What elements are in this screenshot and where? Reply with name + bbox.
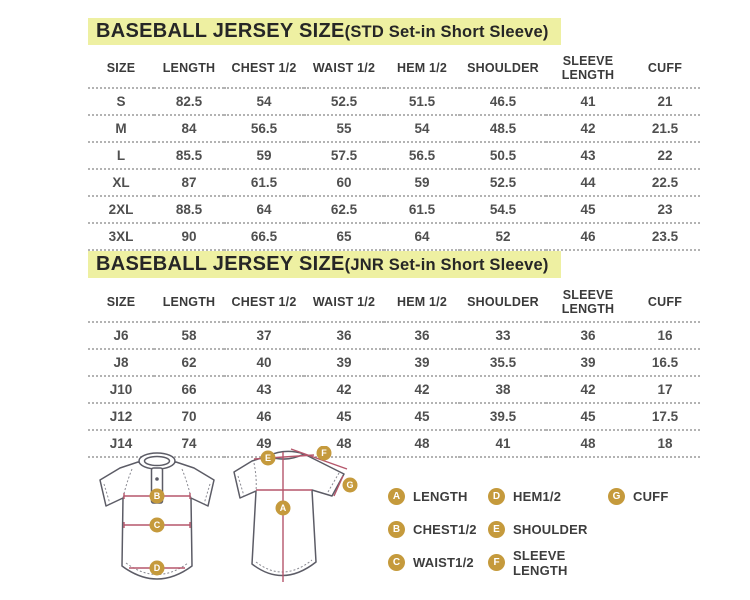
measurement-cell: 39: [336, 355, 352, 370]
legend-item: [488, 546, 608, 579]
measurement-cell: 61.5: [408, 202, 436, 217]
measurement-cell: 50.5: [489, 148, 517, 163]
measurement-cell: 36: [336, 328, 352, 343]
measurement-cell: 51.5: [408, 94, 436, 109]
legend-label: SHOULDER: [513, 522, 588, 537]
measurement-cell: 52.5: [489, 175, 517, 190]
measurement-cell: 74: [181, 436, 197, 451]
measurement-cell: 39: [580, 355, 596, 370]
measurement-cell: 52.5: [330, 94, 358, 109]
legend-item: [388, 480, 488, 513]
title-main-text: BASEBALL JERSEY SIZE: [96, 253, 345, 275]
measurement-cell: 23.5: [651, 229, 679, 244]
column-header: SIZE: [106, 61, 136, 75]
jnr-table-body: [88, 322, 700, 457]
measurement-cell: 84: [181, 121, 197, 136]
measurement-cell: 16.5: [651, 355, 679, 370]
legend-letter-badge: A: [388, 488, 405, 505]
shoulder-badge: [261, 451, 276, 466]
column-header: SLEEVE LENGTH: [561, 54, 615, 82]
measurement-cell: 39.5: [489, 409, 517, 424]
measurement-cell: 23: [657, 202, 673, 217]
measurement-cell: 42: [414, 382, 430, 397]
measurement-cell: 56.5: [408, 148, 436, 163]
size-cell: J8: [113, 355, 129, 370]
legend-column: [388, 480, 488, 579]
size-cell: J6: [113, 328, 129, 343]
svg-text:D: D: [153, 563, 161, 574]
size-cell: S: [116, 94, 126, 109]
measurement-cell: 22.5: [651, 175, 679, 190]
measurement-cell: 49: [256, 436, 272, 451]
size-row: [88, 115, 700, 142]
legend-column: [488, 480, 608, 579]
column-header: CHEST 1/2: [231, 61, 297, 75]
measurement-cell: 42: [336, 382, 352, 397]
header-row: [88, 284, 700, 322]
size-cell: J12: [109, 409, 133, 424]
title-sub-text: (STD Set-in Short Sleeve): [344, 23, 549, 41]
legend-item: [488, 513, 608, 546]
legend-item: [608, 480, 668, 513]
measurement-cell: 38: [495, 382, 511, 397]
cuff-badge: [343, 478, 358, 493]
size-cell: XL: [112, 175, 130, 190]
measurement-cell: 70: [181, 409, 197, 424]
size-row: [88, 322, 700, 349]
measurement-cell: 33: [495, 328, 511, 343]
waist-badge: [150, 518, 165, 533]
size-row: [88, 88, 700, 115]
jnr-table-title: [88, 251, 561, 278]
measurement-cell: 58: [181, 328, 197, 343]
jersey-measurement-diagram: [76, 446, 392, 598]
measurement-cell: 42: [580, 121, 596, 136]
measurement-cell: 46: [256, 409, 272, 424]
hem-badge: [150, 561, 165, 576]
legend-item: [388, 513, 488, 546]
std-size-table: [88, 50, 700, 251]
size-row: [88, 142, 700, 169]
column-header: WAIST 1/2: [312, 61, 376, 75]
measurement-cell: 41: [580, 94, 596, 109]
measurement-cell: 56.5: [250, 121, 278, 136]
legend-label: WAIST1/2: [413, 555, 474, 570]
header-row: [88, 50, 700, 88]
std-table-header: [88, 50, 700, 88]
measurement-cell: 45: [414, 409, 430, 424]
measurement-cell: 44: [580, 175, 596, 190]
measurement-cell: 37: [256, 328, 272, 343]
measurement-cell: 55: [336, 121, 352, 136]
measurement-cell: 35.5: [489, 355, 517, 370]
measurement-cell: 46.5: [489, 94, 517, 109]
svg-text:F: F: [321, 448, 327, 459]
title-main-text: BASEBALL JERSEY SIZE: [96, 20, 345, 42]
back-jersey-outline: [234, 451, 344, 575]
column-header: WAIST 1/2: [312, 295, 376, 309]
column-header: CUFF: [647, 295, 683, 309]
chest-badge: [150, 489, 165, 504]
jnr-table-header: [88, 284, 700, 322]
measurement-cell: 16: [657, 328, 673, 343]
legend-label: CHEST1/2: [413, 522, 477, 537]
column-header: SIZE: [106, 295, 136, 309]
column-header: SLEEVE LENGTH: [561, 288, 615, 316]
jnr-size-table: [88, 284, 700, 458]
std-table-body: [88, 88, 700, 250]
measurement-cell: 45: [580, 202, 596, 217]
measurement-cell: 54: [256, 94, 272, 109]
size-row: [88, 223, 700, 250]
measurement-cell: 60: [336, 175, 352, 190]
legend-label: SLEEVE LENGTH: [513, 547, 568, 578]
measure-legend: [388, 480, 668, 579]
size-row: [88, 376, 700, 403]
measurement-cell: 21.5: [651, 121, 679, 136]
column-header: CUFF: [647, 61, 683, 75]
measurement-cell: 64: [414, 229, 430, 244]
title-sub-text: (JNR Set-in Short Sleeve): [344, 256, 549, 274]
column-header: HEM 1/2: [396, 61, 448, 75]
legend-item: [488, 480, 608, 513]
legend-letter-badge: B: [388, 521, 405, 538]
column-header: HEM 1/2: [396, 295, 448, 309]
measurement-cell: 61.5: [250, 175, 278, 190]
column-header: LENGTH: [162, 61, 216, 75]
size-cell: J10: [109, 382, 133, 397]
measurement-cell: 88.5: [175, 202, 203, 217]
measurement-cell: 66.5: [250, 229, 278, 244]
svg-text:C: C: [153, 520, 161, 531]
measurement-cell: 45: [580, 409, 596, 424]
size-row: [88, 169, 700, 196]
measurement-cell: 17: [657, 382, 673, 397]
measurement-cell: 54.5: [489, 202, 517, 217]
measurement-cell: 43: [580, 148, 596, 163]
measurement-cell: 45: [336, 409, 352, 424]
measurement-cell: 43: [256, 382, 272, 397]
size-row: [88, 196, 700, 223]
measurement-cell: 48: [336, 436, 352, 451]
size-cell: 3XL: [108, 229, 134, 244]
svg-text:B: B: [153, 491, 161, 502]
size-cell: J14: [109, 436, 133, 451]
measurement-cell: 42: [580, 382, 596, 397]
front-collar-inner: [145, 457, 170, 466]
size-cell: L: [116, 148, 126, 163]
measurement-cell: 85.5: [175, 148, 203, 163]
legend-item: [388, 546, 488, 579]
legend-column: [608, 480, 668, 579]
length-badge: [276, 501, 291, 516]
measurement-cell: 17.5: [651, 409, 679, 424]
column-header: CHEST 1/2: [231, 295, 297, 309]
measurement-cell: 82.5: [175, 94, 203, 109]
measurement-cell: 48: [580, 436, 596, 451]
measurement-cell: 62.5: [330, 202, 358, 217]
measurement-cell: 52: [495, 229, 511, 244]
measurement-cell: 64: [256, 202, 272, 217]
legend-letter-badge: C: [388, 554, 405, 571]
column-header: SHOULDER: [467, 61, 539, 75]
legend-label: LENGTH: [413, 489, 468, 504]
column-header: LENGTH: [162, 295, 216, 309]
column-header: SHOULDER: [467, 295, 539, 309]
sleeve-length-badge: [317, 446, 332, 461]
measurement-cell: 54: [414, 121, 430, 136]
measurement-cell: 39: [414, 355, 430, 370]
measurement-cell: 48: [414, 436, 430, 451]
legend-letter-badge: E: [488, 521, 505, 538]
measurement-cell: 48.5: [489, 121, 517, 136]
size-row: [88, 403, 700, 430]
legend-letter-badge: G: [608, 488, 625, 505]
legend-letter-badge: F: [488, 554, 505, 571]
measurement-cell: 57.5: [330, 148, 358, 163]
measurement-cell: 40: [256, 355, 272, 370]
legend-letter-badge: D: [488, 488, 505, 505]
measurement-cell: 18: [657, 436, 673, 451]
size-row: [88, 349, 700, 376]
svg-text:G: G: [346, 480, 354, 491]
front-button-1: [155, 477, 159, 481]
measurement-cell: 46: [580, 229, 596, 244]
measurement-cell: 59: [414, 175, 430, 190]
measurement-cell: 87: [181, 175, 197, 190]
measurement-cell: 36: [414, 328, 430, 343]
legend-label: CUFF: [633, 489, 669, 504]
measurement-cell: 66: [181, 382, 197, 397]
measurement-cell: 90: [181, 229, 197, 244]
measurement-cell: 65: [336, 229, 352, 244]
size-cell: 2XL: [108, 202, 134, 217]
svg-text:A: A: [279, 503, 287, 514]
size-cell: M: [115, 121, 127, 136]
measurement-cell: 59: [256, 148, 272, 163]
measurement-cell: 62: [181, 355, 197, 370]
measurement-cell: 22: [657, 148, 673, 163]
measurement-cell: 41: [495, 436, 511, 451]
measurement-cell: 21: [657, 94, 673, 109]
std-table-title: [88, 18, 561, 45]
legend-label: HEM1/2: [513, 489, 562, 504]
svg-text:E: E: [264, 453, 272, 464]
measurement-cell: 36: [580, 328, 596, 343]
